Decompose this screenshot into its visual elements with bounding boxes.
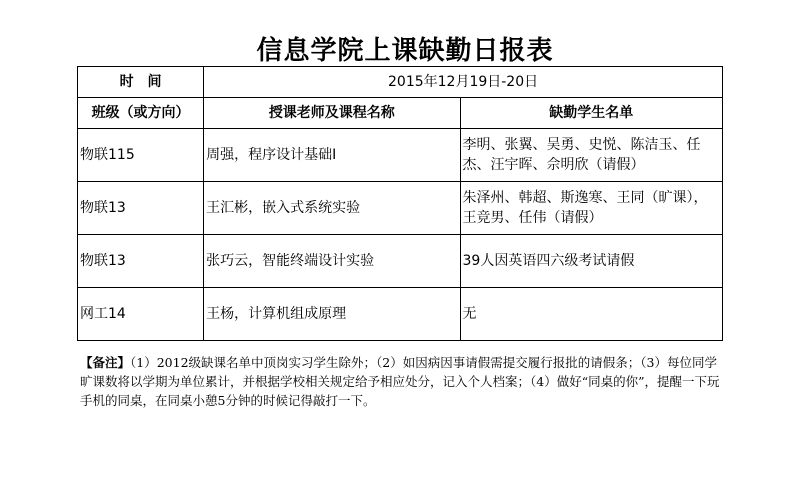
table-row [78,182,723,235]
teacher-course-cell: 王汇彬，嵌入式系统实验 [204,182,460,235]
class-cell: 物联13 [78,235,204,288]
absent-cell: 李明、张翼、吴勇、史悦、陈洁玉、任杰、汪宇晖、佘明欣（请假） [460,129,723,182]
header-absent-students: 缺勤学生名单 [460,98,723,129]
absent-cell: 无 [460,288,723,341]
table-row [78,235,723,288]
teacher-course-cell: 王杨，计算机组成原理 [204,288,460,341]
table-row [78,129,723,182]
time-row [78,67,723,98]
class-cell: 网工14 [78,288,204,341]
table-row [78,288,723,341]
absence-report-table [77,66,723,341]
time-value: 2015年12月19日-20日 [204,67,723,98]
notes-section [80,353,725,410]
class-cell: 物联115 [78,129,204,182]
absent-cell: 朱泽州、韩超、斯逸寒、王同（旷课），王竞男、任伟（请假） [460,182,723,235]
teacher-course-cell: 张巧云，智能终端设计实验 [204,235,460,288]
teacher-course-cell: 周强，程序设计基础I [204,129,460,182]
time-label: 时 间 [78,67,204,98]
notes-text: （1）2012级缺课名单中顶岗实习学生除外；（2）如因病因事请假需提交履行报批的请假条；（3）每位同学旷课数将以学期为单位累计，并根据学校相关规定给予相应处分，记入个人档案；（4）做好“同桌的你”，提醒一下玩手机的同桌，在同桌小憩5分钟的时候记得敲打一下。 [80,355,720,408]
header-class: 班级（或方向） [78,98,204,129]
notes-lead: 【备注】 [80,355,131,370]
report-title: 信息学院上课缺勤日报表 [256,36,554,66]
class-cell: 物联13 [78,182,204,235]
column-header-row [78,98,723,129]
header-teacher-course: 授课老师及课程名称 [204,98,460,129]
absent-cell: 39人因英语四六级考试请假 [460,235,723,288]
